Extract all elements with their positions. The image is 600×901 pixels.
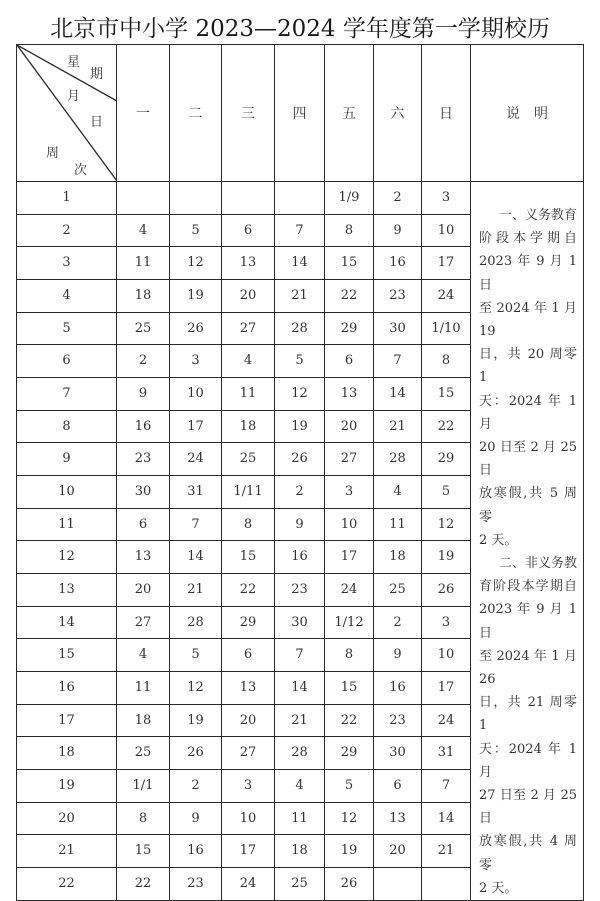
header-tuesday: 二 — [170, 45, 222, 182]
date-cell: 8 — [325, 214, 374, 247]
date-cell: 8 — [325, 639, 374, 672]
date-cell: 25 — [117, 737, 170, 770]
date-cell: 19 — [422, 541, 471, 574]
date-cell: 6 — [222, 639, 275, 672]
week-number-cell: 1 — [17, 182, 117, 215]
date-cell: 19 — [325, 835, 374, 868]
date-cell: 4 — [374, 476, 422, 509]
date-cell: 20 — [374, 835, 422, 868]
date-cell: 17 — [222, 835, 275, 868]
notes-cell — [471, 182, 584, 901]
compulsory-note-line: 2023 年 9 月 1 日 — [479, 254, 577, 293]
weekday-label-2: 期 — [90, 67, 104, 82]
week-number-cell: 2 — [17, 214, 117, 247]
date-cell: 14 — [422, 802, 471, 835]
date-cell: 2 — [374, 182, 422, 215]
date-cell: 30 — [275, 606, 325, 639]
date-cell: 10 — [422, 214, 471, 247]
non-compulsory-note-line: 27 日至 2 月 25 日 — [479, 788, 577, 827]
week-number-cell: 4 — [17, 280, 117, 313]
date-cell: 3 — [222, 770, 275, 803]
date-cell: 21 — [170, 574, 222, 607]
header-sunday: 日 — [422, 45, 471, 182]
date-cell: 25 — [374, 574, 422, 607]
date-cell: 16 — [117, 410, 170, 443]
date-cell: 25 — [117, 312, 170, 345]
header-monday: 一 — [117, 45, 170, 182]
week-number-cell: 3 — [17, 247, 117, 280]
date-cell: 3 — [325, 476, 374, 509]
week-number-cell: 16 — [17, 672, 117, 705]
date-cell: 6 — [374, 770, 422, 803]
compulsory-note-line: 至 2024 年 1 月 19 — [479, 300, 577, 340]
date-cell: 2 — [374, 606, 422, 639]
date-cell: 9 — [275, 508, 325, 541]
day-label: 日 — [90, 115, 104, 130]
date-cell: 12 — [422, 508, 471, 541]
date-cell: 10 — [170, 378, 222, 411]
date-cell: 11 — [374, 508, 422, 541]
date-cell: 2 — [170, 770, 222, 803]
date-cell: 4 — [275, 770, 325, 803]
date-cell: 13 — [117, 541, 170, 574]
date-cell: 26 — [325, 868, 374, 901]
non-compulsory-note-line: 育阶段本学期自 — [479, 579, 577, 595]
date-cell: 27 — [325, 443, 374, 476]
date-cell: 16 — [275, 541, 325, 574]
week-number-cell: 17 — [17, 704, 117, 737]
week-number-cell: 12 — [17, 541, 117, 574]
date-cell: 7 — [374, 345, 422, 378]
date-cell: 8 — [222, 508, 275, 541]
date-cell: 4 — [222, 345, 275, 378]
date-cell: 6 — [117, 508, 170, 541]
date-cell: 11 — [117, 672, 170, 705]
corner-header-cell — [17, 45, 117, 182]
date-cell: 9 — [170, 802, 222, 835]
date-cell: 20 — [222, 704, 275, 737]
date-cell: 11 — [117, 247, 170, 280]
date-cell: 19 — [170, 280, 222, 313]
compulsory-note-line: 阶段本学期自 — [479, 231, 577, 247]
date-cell: 25 — [222, 443, 275, 476]
non-compulsory-note-line: 放寒假,共 4 周零 — [479, 834, 577, 873]
date-cell: 18 — [275, 835, 325, 868]
date-cell: 4 — [117, 214, 170, 247]
date-cell: 29 — [325, 737, 374, 770]
date-cell: 5 — [170, 214, 222, 247]
date-cell: 28 — [374, 443, 422, 476]
header-wednesday: 三 — [222, 45, 275, 182]
week-number-cell: 5 — [17, 312, 117, 345]
date-cell — [170, 182, 222, 215]
date-cell: 27 — [222, 312, 275, 345]
date-cell: 15 — [325, 672, 374, 705]
date-cell: 29 — [222, 606, 275, 639]
non-compulsory-note-line: 天：2024 年 1 月 — [479, 741, 577, 780]
date-cell: 17 — [325, 541, 374, 574]
date-cell: 2 — [117, 345, 170, 378]
header-notes: 说 明 — [471, 45, 584, 182]
week-number-cell: 7 — [17, 378, 117, 411]
date-cell: 1/9 — [325, 182, 374, 215]
date-cell: 16 — [374, 247, 422, 280]
date-cell: 22 — [117, 868, 170, 901]
date-cell: 23 — [374, 280, 422, 313]
date-cell — [117, 182, 170, 215]
date-cell: 23 — [170, 868, 222, 901]
date-cell: 19 — [275, 410, 325, 443]
non-compulsory-note-line: 二、非义务教 — [498, 556, 577, 572]
date-cell: 24 — [325, 574, 374, 607]
date-cell: 7 — [275, 639, 325, 672]
week-number-cell: 9 — [17, 443, 117, 476]
week-number-cell: 18 — [17, 737, 117, 770]
date-cell — [222, 182, 275, 215]
date-cell: 5 — [275, 345, 325, 378]
date-cell — [422, 868, 471, 901]
week-number-cell: 10 — [17, 476, 117, 509]
date-cell: 26 — [170, 312, 222, 345]
date-cell: 20 — [222, 280, 275, 313]
date-cell: 12 — [325, 802, 374, 835]
compulsory-note-line: 一、义务教育 — [498, 208, 577, 223]
date-cell: 18 — [222, 410, 275, 443]
date-cell: 13 — [222, 247, 275, 280]
date-cell: 7 — [422, 770, 471, 803]
date-cell: 5 — [422, 476, 471, 509]
week-number-cell: 8 — [17, 410, 117, 443]
compulsory-note-line: 放寒假,共 5 周零 — [479, 486, 577, 525]
week-number-cell: 6 — [17, 345, 117, 378]
date-cell: 12 — [170, 247, 222, 280]
date-cell: 30 — [374, 312, 422, 345]
header-thursday: 四 — [275, 45, 325, 182]
compulsory-note-line: 2 天。 — [479, 532, 518, 548]
week-number-cell: 19 — [17, 770, 117, 803]
date-cell: 5 — [325, 770, 374, 803]
compulsory-note-line: 日，共 20 周零 1 — [479, 347, 577, 386]
date-cell: 24 — [170, 443, 222, 476]
date-cell: 26 — [170, 737, 222, 770]
date-cell: 1/11 — [222, 476, 275, 509]
date-cell: 6 — [222, 214, 275, 247]
week-number-cell: 22 — [17, 868, 117, 901]
date-cell: 17 — [170, 410, 222, 443]
date-cell: 26 — [275, 443, 325, 476]
date-cell: 9 — [374, 214, 422, 247]
week-label-1: 周 — [46, 146, 60, 161]
date-cell: 23 — [374, 704, 422, 737]
date-cell: 1/12 — [325, 606, 374, 639]
date-cell: 13 — [374, 802, 422, 835]
page-title: 北京市中小学 2023—2024 学年度第一学期校历 — [50, 16, 550, 42]
date-cell: 26 — [422, 574, 471, 607]
date-cell: 28 — [170, 606, 222, 639]
date-cell: 27 — [117, 606, 170, 639]
date-cell: 14 — [170, 541, 222, 574]
date-cell: 7 — [275, 214, 325, 247]
date-cell: 29 — [325, 312, 374, 345]
non-compulsory-note-line: 日，共 21 周零 1 — [479, 695, 577, 734]
date-cell: 6 — [325, 345, 374, 378]
date-cell: 14 — [374, 378, 422, 411]
date-cell: 9 — [374, 639, 422, 672]
date-cell: 13 — [222, 672, 275, 705]
table-row — [17, 182, 584, 215]
date-cell — [374, 868, 422, 901]
date-cell: 22 — [422, 410, 471, 443]
date-cell: 21 — [275, 704, 325, 737]
date-cell: 12 — [275, 378, 325, 411]
date-cell: 14 — [275, 672, 325, 705]
date-cell: 13 — [325, 378, 374, 411]
header-row — [17, 45, 584, 182]
date-cell: 1/1 — [117, 770, 170, 803]
header-saturday: 六 — [374, 45, 422, 182]
date-cell: 18 — [117, 704, 170, 737]
non-compulsory-note-line: 至 2024 年 1 月 26 — [479, 648, 577, 688]
date-cell: 30 — [374, 737, 422, 770]
date-cell: 29 — [422, 443, 471, 476]
date-cell: 10 — [325, 508, 374, 541]
date-cell: 24 — [422, 280, 471, 313]
date-cell: 22 — [325, 704, 374, 737]
date-cell: 8 — [117, 802, 170, 835]
date-cell: 21 — [275, 280, 325, 313]
weekday-label-1: 星 — [67, 55, 81, 70]
date-cell: 12 — [170, 672, 222, 705]
date-cell: 3 — [422, 182, 471, 215]
date-cell: 15 — [422, 378, 471, 411]
date-cell: 22 — [325, 280, 374, 313]
week-number-cell: 15 — [17, 639, 117, 672]
date-cell: 31 — [170, 476, 222, 509]
date-cell: 4 — [117, 639, 170, 672]
date-cell: 17 — [422, 247, 471, 280]
date-cell: 18 — [374, 541, 422, 574]
date-cell: 9 — [117, 378, 170, 411]
date-cell: 28 — [275, 737, 325, 770]
date-cell: 25 — [275, 868, 325, 901]
date-cell: 30 — [117, 476, 170, 509]
date-cell: 28 — [275, 312, 325, 345]
date-cell: 20 — [325, 410, 374, 443]
date-cell: 14 — [275, 247, 325, 280]
date-cell: 18 — [117, 280, 170, 313]
date-cell: 1/10 — [422, 312, 471, 345]
date-cell: 11 — [222, 378, 275, 411]
compulsory-note-line: 天：2024 年 1 月 — [479, 393, 577, 432]
date-cell: 5 — [170, 639, 222, 672]
date-cell: 7 — [170, 508, 222, 541]
date-cell: 23 — [117, 443, 170, 476]
date-cell: 21 — [422, 835, 471, 868]
non-compulsory-note-line: 2 天。 — [479, 880, 518, 896]
school-calendar-table — [16, 44, 584, 901]
date-cell: 31 — [422, 737, 471, 770]
date-cell: 2 — [275, 476, 325, 509]
date-cell: 24 — [422, 704, 471, 737]
date-cell: 11 — [275, 802, 325, 835]
calendar-body — [17, 182, 584, 901]
date-cell: 16 — [374, 672, 422, 705]
date-cell: 22 — [222, 574, 275, 607]
date-cell: 16 — [170, 835, 222, 868]
date-cell: 15 — [222, 541, 275, 574]
date-cell: 19 — [170, 704, 222, 737]
date-cell: 24 — [222, 868, 275, 901]
week-label-2: 次 — [74, 163, 88, 178]
week-number-cell: 14 — [17, 606, 117, 639]
week-number-cell: 20 — [17, 802, 117, 835]
header-friday: 五 — [325, 45, 374, 182]
date-cell: 10 — [422, 639, 471, 672]
date-cell: 15 — [117, 835, 170, 868]
date-cell: 3 — [170, 345, 222, 378]
date-cell: 3 — [422, 606, 471, 639]
date-cell: 10 — [222, 802, 275, 835]
month-label: 月 — [67, 89, 81, 104]
week-number-cell: 21 — [17, 835, 117, 868]
date-cell: 15 — [325, 247, 374, 280]
date-cell: 17 — [422, 672, 471, 705]
week-number-cell: 11 — [17, 508, 117, 541]
date-cell: 21 — [374, 410, 422, 443]
date-cell: 27 — [222, 737, 275, 770]
date-cell: 23 — [275, 574, 325, 607]
compulsory-note-line: 20 日至 2 月 25 日 — [479, 440, 577, 479]
week-number-cell: 13 — [17, 574, 117, 607]
date-cell: 20 — [117, 574, 170, 607]
non-compulsory-note-line: 2023 年 9 月 1 日 — [479, 602, 577, 641]
date-cell — [275, 182, 325, 215]
date-cell: 8 — [422, 345, 471, 378]
